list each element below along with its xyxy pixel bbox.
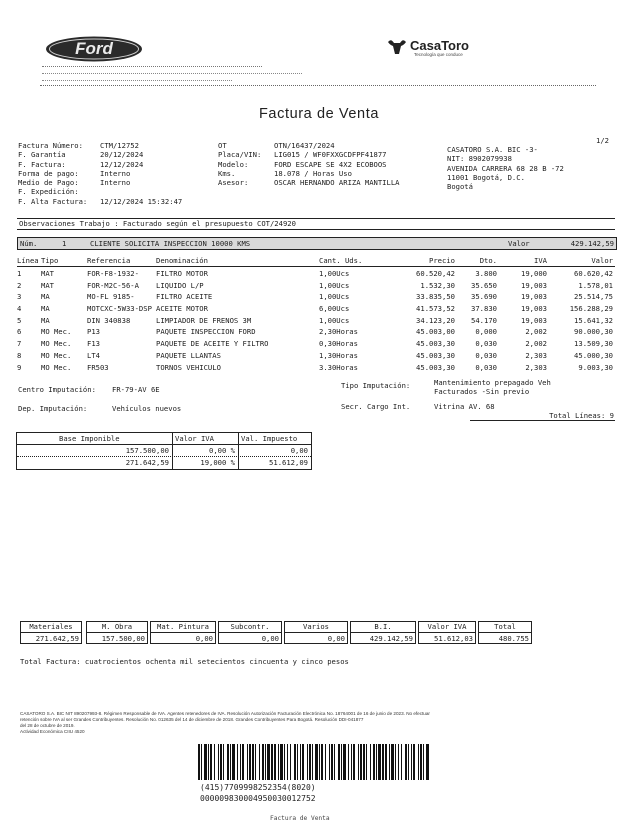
ford-logo: [44, 35, 144, 63]
table-row: [17, 325, 615, 337]
field-value: OSCAR HERNANDO ARIZA MANTILLA: [274, 178, 400, 188]
table-cell: 45.000,30: [574, 350, 613, 360]
table-cell: 45.003,30: [416, 339, 455, 349]
tax-header-impuesto: Val. Impuesto: [241, 434, 298, 443]
totals-cell: [150, 621, 216, 644]
table-cell: 6: [17, 327, 22, 337]
table-cell: 0,000: [475, 327, 497, 337]
totals-value: 480.755: [498, 634, 529, 643]
tipo-imputacion-label: Tipo Imputación:: [341, 381, 411, 390]
table-cell: 1,00Ucs: [319, 280, 350, 290]
total-lineas: Total Líneas: 9: [549, 411, 614, 420]
table-cell: 3.30Horas: [319, 362, 358, 372]
table-cell: MO Mec.: [41, 339, 72, 349]
table-cell: ACEITE MOTOR: [156, 304, 208, 314]
field-label: Asesor:: [218, 178, 249, 188]
items-table: [17, 256, 615, 372]
field-value: OTN/16437/2024: [274, 141, 335, 150]
totals-header: M. Obra: [87, 622, 147, 633]
tax-row-divider: [17, 444, 311, 445]
table-cell: 19,003: [521, 315, 547, 325]
table-cell: FOR-F8-1932-: [87, 269, 139, 278]
totals-header: Total: [479, 622, 531, 633]
table-cell: PAQUETE LLANTAS: [156, 350, 221, 360]
table-cell: 9: [17, 362, 22, 372]
section-num-label: Núm.: [20, 239, 38, 248]
table-cell: 45.003,30: [416, 350, 455, 360]
casatoro-tagline: Tecnología que conduce: [414, 52, 463, 57]
table-cell: 19,003: [521, 292, 547, 302]
tax-cell: 0,00 %: [209, 446, 235, 455]
col-header-linea: Línea: [17, 256, 39, 265]
field-value: FORD ESCAPE SE 4X2 ECOBOOS: [274, 159, 387, 169]
table-cell: MA: [41, 292, 50, 302]
table-cell: 54.170: [471, 315, 497, 325]
table-cell: 3: [17, 292, 22, 302]
table-cell: LIMPIADOR DE FRENOS 3M: [156, 315, 252, 325]
table-cell: 35.650: [471, 280, 497, 290]
totals-cell: [478, 621, 532, 644]
field-label: F. Garantía: [18, 150, 66, 160]
barcode-bar: [429, 744, 430, 780]
casatoro-logo: [386, 36, 486, 60]
field-value: 12/12/2024: [100, 159, 144, 169]
table-cell: 2: [17, 280, 22, 290]
table-cell: 1,00Ucs: [319, 315, 350, 325]
legal-line: retención sobre IVA al ser Grandes Contribuyentes. Resolución No. 012635 del 14 de diciembre de 2018. Grandes Contribuyentes Para Bogotá. Resolución DDI-041877: [20, 717, 364, 722]
company-block: [447, 145, 597, 191]
company-line: Bogotá: [447, 182, 473, 192]
section-num-value: 1: [62, 239, 67, 248]
field-value: 20/12/2024: [100, 150, 144, 160]
table-cell: 2,002: [525, 339, 547, 349]
tax-cell: 157.500,00: [125, 446, 169, 455]
tax-cell: 0,00: [290, 446, 308, 455]
dep-imputacion-value: Vehículos nuevos: [112, 404, 182, 413]
totals-cell: [350, 621, 416, 644]
section-valor-value: 429.142,59: [570, 239, 614, 248]
bull-icon: [386, 38, 408, 60]
table-cell: MOTCXC-5W33-DSP: [87, 304, 152, 314]
header-left-row: [18, 178, 208, 187]
header-mid-row: [218, 141, 438, 150]
field-value: LIG015 / WF0FXXGCDFPF41877: [274, 150, 387, 160]
field-label: F. Alta Factura:: [18, 196, 88, 206]
table-cell: 41.573,52: [416, 304, 455, 314]
col-header-cantidad: Cant. Uds.: [319, 256, 363, 265]
header-mid-block: [218, 141, 438, 187]
company-line: AVENIDA CARRERA 68 28 B -72: [447, 163, 564, 173]
legal-block: [20, 711, 610, 735]
table-row: [17, 267, 615, 279]
totals-header: Mat. Pintura: [151, 622, 215, 633]
table-cell: PAQUETE INSPECCION FORD: [156, 327, 256, 337]
totals-value: 0,00: [195, 634, 213, 643]
table-cell: 19,003: [521, 280, 547, 290]
table-cell: FILTRO ACEITE: [156, 292, 213, 302]
table-cell: 9.003,30: [578, 362, 613, 372]
table-cell: FR503: [87, 362, 109, 372]
table-cell: FILTRO MOTOR: [156, 269, 208, 278]
totals-value: 271.642,59: [35, 634, 79, 643]
dep-imputacion-label: Dep. Imputación:: [18, 404, 88, 413]
table-cell: 2,30Horas: [319, 327, 358, 337]
table-cell: 35.690: [471, 292, 497, 302]
table-cell: 1,00Ucs: [319, 292, 350, 302]
field-label: F. Factura:: [18, 159, 66, 169]
table-cell: 0,030: [475, 339, 497, 349]
table-cell: 37.830: [471, 304, 497, 314]
tax-cell: 51.612,09: [269, 458, 308, 467]
table-cell: 60.520,42: [416, 269, 455, 278]
tax-header-iva: Valor IVA: [175, 434, 214, 443]
header-left-row: [18, 160, 208, 169]
header-left-row: [18, 187, 208, 196]
totals-cell: [284, 621, 348, 644]
tax-cell: 271.642,59: [125, 458, 169, 467]
table-cell: 33.835,50: [416, 292, 455, 302]
table-cell: 0,030: [475, 362, 497, 372]
table-cell: MO Mec.: [41, 362, 72, 372]
table-cell: 19,003: [521, 304, 547, 314]
totals-cell: [418, 621, 476, 644]
items-body: [17, 267, 615, 372]
tipo-imputacion-value-1: Mantenimiento prepagado Veh: [434, 378, 551, 387]
table-cell: 5: [17, 315, 22, 325]
table-cell: 156.288,29: [569, 304, 613, 314]
company-line: 11001 Bogotá, D.C.: [447, 172, 525, 182]
ford-fine-print: [42, 66, 342, 86]
table-cell: 7: [17, 339, 22, 349]
field-label: Factura Número:: [18, 141, 83, 150]
document-title: Factura de Venta: [258, 106, 380, 122]
col-header-denominacion: Denominación: [156, 256, 208, 265]
field-label: Medio de Pago:: [18, 178, 79, 188]
table-row: [17, 349, 615, 361]
table-cell: DIN 340838: [87, 315, 131, 325]
table-cell: 60.620,42: [574, 269, 613, 278]
totals-cell: [86, 621, 148, 644]
table-cell: MA: [41, 315, 50, 325]
table-cell: PAQUETE DE ACEITE Y FILTRO: [156, 339, 269, 349]
table-cell: 1,00Ucs: [319, 269, 350, 278]
table-cell: 4: [17, 304, 22, 314]
tipo-imputacion-value-2: Facturados -Sin previo: [434, 387, 530, 396]
table-cell: MAT: [41, 280, 54, 290]
field-label: Modelo:: [218, 159, 249, 169]
table-cell: 8: [17, 350, 22, 360]
casatoro-name: CasaToro: [410, 38, 469, 53]
ford-logo-text: Ford: [75, 39, 113, 58]
table-cell: MAT: [41, 269, 54, 278]
col-header-dto: Dto.: [479, 256, 497, 265]
field-label: Placa/VIN:: [218, 150, 262, 160]
table-cell: 1,30Horas: [319, 350, 358, 360]
table-cell: 0,30Horas: [319, 339, 358, 349]
table-cell: 25.514,75: [574, 292, 613, 302]
field-label: Forma de pago:: [18, 168, 79, 178]
col-header-iva: IVA: [534, 256, 547, 265]
table-cell: 19,000: [521, 269, 547, 278]
totals-table: [20, 621, 529, 645]
centro-imputacion-value: FR-79-AV 6E: [112, 385, 160, 394]
table-row: [17, 279, 615, 291]
field-label: Kms.: [218, 168, 236, 178]
table-cell: F13: [87, 339, 100, 349]
tax-header-base: Base Imponible: [59, 434, 120, 443]
barcode-text-1: (415)7709998252354(8020): [200, 783, 316, 792]
header-left-row: [18, 197, 208, 206]
legal-line: CASATORO S.A. BIC NIT 890207993-8. Régimen Responsable de IVA. Agentes retenedores de IVA. Resolución Autorización Facturación Electrónica No. 18764001 de 16 de junio de 2023. No efectuar: [20, 711, 430, 716]
totals-header: Subcontr.: [219, 622, 281, 633]
tax-cell: 19,000 %: [200, 458, 235, 467]
table-row: [17, 314, 615, 326]
table-cell: 34.123,20: [416, 315, 455, 325]
table-cell: MO Mec.: [41, 350, 72, 360]
header-mid-row: [218, 169, 438, 178]
header-rule: [40, 85, 596, 86]
table-cell: 2,303: [525, 362, 547, 372]
header-left-row: [18, 141, 208, 150]
table-row: [17, 361, 615, 373]
table-cell: 1.532,30: [420, 280, 455, 290]
totals-header: Varios: [285, 622, 347, 633]
table-cell: 6,00Ucs: [319, 304, 350, 314]
field-value: 12/12/2024 15:32:47: [100, 196, 183, 206]
table-cell: MA: [41, 304, 50, 314]
totals-value: 0,00: [327, 634, 345, 643]
table-row: [17, 302, 615, 314]
col-header-valor: Valor: [591, 256, 613, 265]
table-cell: 3.800: [475, 269, 497, 278]
totals-value: 51.612,03: [434, 634, 473, 643]
header-left-block: [18, 141, 208, 206]
col-header-tipo: Tipo: [41, 256, 59, 265]
page-number: 1/2: [596, 136, 609, 145]
table-row: [17, 337, 615, 349]
table-cell: FOR-M2C-56-A: [87, 280, 139, 290]
company-line: NIT: 8902079938: [447, 154, 512, 164]
totals-cell: [218, 621, 282, 644]
footer-hint: Factura de Venta: [270, 815, 330, 822]
field-value: CTM/12752: [100, 141, 139, 150]
barcode-text-2: 000009830004950030012752: [200, 794, 316, 803]
table-cell: LIQUIDO L/P: [156, 280, 204, 290]
header-mid-row: [218, 150, 438, 159]
totals-header: B.I.: [351, 622, 415, 633]
observations-text: Observaciones Trabajo : Facturado según el presupuesto COT/24920: [19, 219, 296, 228]
totals-value: 157.500,00: [101, 634, 145, 643]
secr-cargo-label: Secr. Cargo Int.: [341, 402, 411, 411]
field-value: Interno: [100, 178, 131, 188]
section-valor-label: Valor: [508, 239, 530, 248]
table-cell: TORNOS VEHICULO: [156, 362, 221, 372]
field-value: Interno: [100, 168, 131, 178]
table-cell: LT4: [87, 350, 100, 360]
totals-cell: [20, 621, 82, 644]
header-left-row: [18, 150, 208, 159]
col-header-referencia: Referencia: [87, 256, 131, 265]
header-mid-row: [218, 178, 438, 187]
legal-line: Actividad Económica CIIU 4520: [20, 729, 85, 734]
table-cell: MO Mec.: [41, 327, 72, 337]
header-mid-row: [218, 160, 438, 169]
centro-imputacion-label: Centro Imputación:: [18, 385, 96, 394]
tax-row-divider: [17, 456, 311, 457]
items-header-row: [17, 256, 615, 267]
totals-value: 0,00: [261, 634, 279, 643]
table-cell: 45.003,00: [416, 327, 455, 337]
secr-cargo-value: Vitrina AV. 68: [434, 402, 495, 411]
totals-header: Materiales: [21, 622, 81, 633]
company-line: CASATORO S.A. BIC -3-: [447, 145, 538, 154]
table-cell: 0,030: [475, 350, 497, 360]
field-label: OT: [218, 141, 227, 150]
table-cell: 13.509,30: [574, 339, 613, 349]
table-cell: 45.003,30: [416, 362, 455, 372]
table-row: [17, 290, 615, 302]
table-cell: 15.641,32: [574, 315, 613, 325]
totals-header: Valor IVA: [419, 622, 475, 633]
table-cell: 1: [17, 269, 22, 278]
imputation-rule: [470, 420, 615, 421]
tax-table: [16, 432, 312, 470]
table-cell: MO-FL 9185-: [87, 292, 135, 302]
table-cell: 1.578,01: [578, 280, 613, 290]
total-in-words: Total Factura: cuatrocientos ochenta mil setecientos cincuenta y cinco pesos: [20, 657, 349, 666]
field-label: F. Expedición:: [18, 187, 79, 197]
barcode: [198, 744, 430, 780]
col-header-precio: Precio: [429, 256, 455, 265]
header-left-row: [18, 169, 208, 178]
field-value: 18.078 / Horas Uso: [274, 168, 352, 178]
totals-value: 429.142,59: [369, 634, 413, 643]
table-cell: 90.000,30: [574, 327, 613, 337]
legal-line: del 28 de octubre de 2019.: [20, 723, 75, 728]
table-cell: P13: [87, 327, 100, 337]
table-cell: 2,303: [525, 350, 547, 360]
section-description: CLIENTE SOLICITA INSPECCION 10000 KMS: [90, 239, 251, 248]
table-cell: 2,002: [525, 327, 547, 337]
